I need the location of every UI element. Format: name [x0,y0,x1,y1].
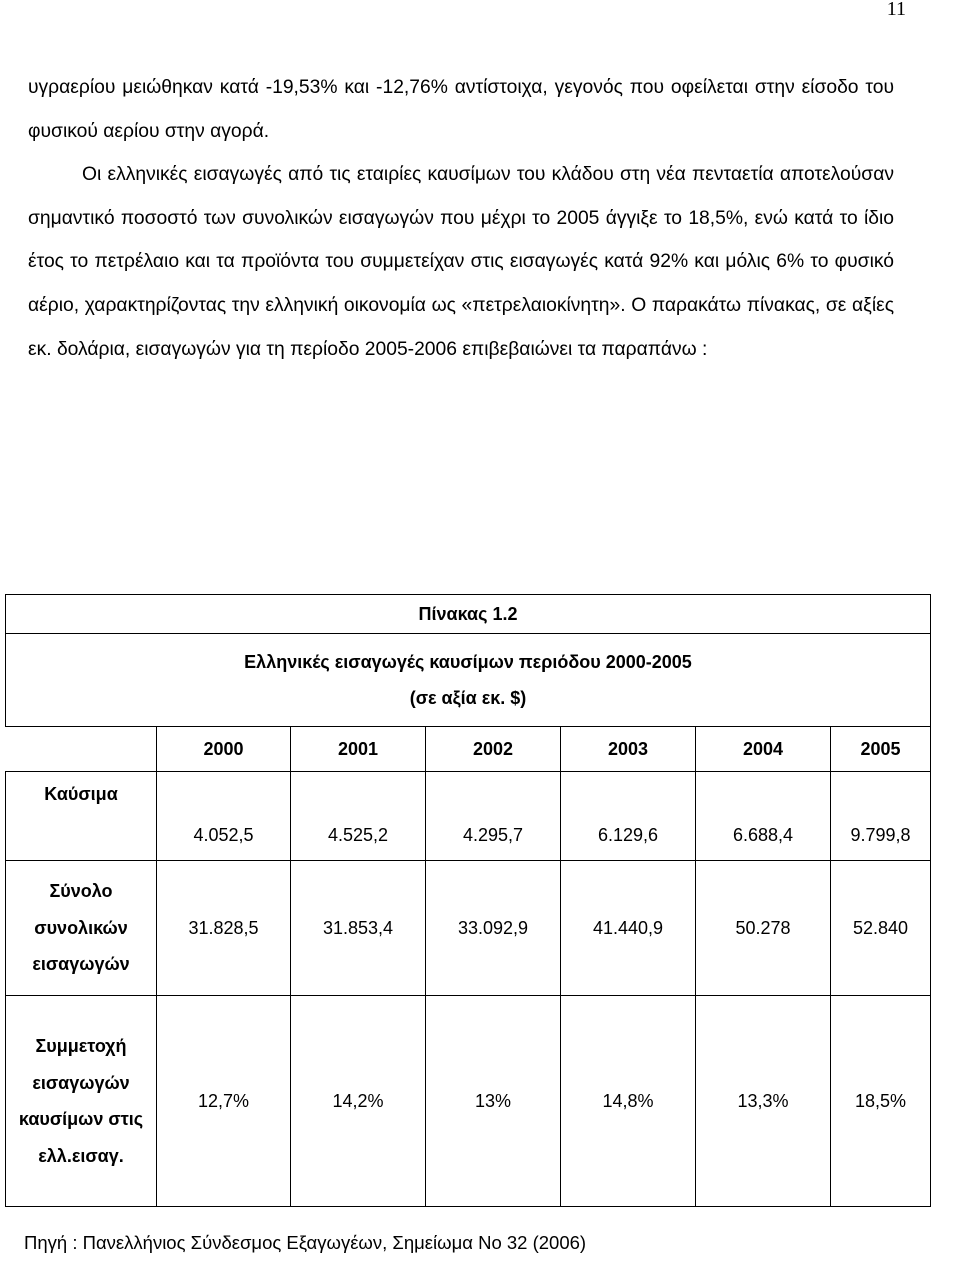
year-header: 2004 [696,727,831,772]
fuel-imports-table [5,594,931,1207]
table-cell: 12,7% [157,996,291,1207]
row-label: Καύσιμα [6,772,157,861]
paragraph-1: υγραερίου μειώθηκαν κατά -19,53% και -12,76% αντίστοιχα, γεγονός που οφείλεται στην είσοδο του φυσικού αερίου στην αγορά. [28,77,894,142]
empty-header-cell [6,727,157,772]
year-header: 2000 [157,727,291,772]
row-label: Σύνολο συνολικών εισαγωγών [6,861,157,996]
table-cell: 14,2% [291,996,426,1207]
table-cell: 6.129,6 [561,772,696,861]
table-cell: 31.853,4 [291,861,426,996]
year-header: 2005 [831,727,931,772]
table-cell: 4.525,2 [291,772,426,861]
table-row [6,861,931,996]
table-row [6,772,931,861]
table-cell: 4.052,5 [157,772,291,861]
table-cell: 33.092,9 [426,861,561,996]
year-header: 2001 [291,727,426,772]
year-header-row [6,727,931,772]
paragraph-2: Οι ελληνικές εισαγωγές από τις εταιρίες καυσίμων του κλάδου στη νέα πενταετία αποτελούσαν σημαντικό ποσοστό των συνολικών εισαγωγών που μέχρι το 2005 άγγιξε το 18,5%, ενώ κατά το ίδιο έτος το πετρέλαιο και τα προϊόντα του συμμετείχαν στις εισαγωγές κατά 92% και μόλις 6% το φυσικό αέριο, χαρακτηρίζοντας την ελληνική οικονομία ως «πετρελαιοκίνητη». Ο παρακάτω πίνακας, σε αξίες εκ. δολάρια, εισαγωγών για τη περίοδο 2005-2006 επιβεβαιώνει τα παραπάνω : [28,164,894,360]
table-title: Ελληνικές εισαγωγές καυσίμων περιόδου 2000-2005 [244,652,692,672]
table-caption-title [6,634,931,727]
table-cell: 50.278 [696,861,831,996]
table-cell: 4.295,7 [426,772,561,861]
table-cell: 6.688,4 [696,772,831,861]
source-note: Πηγή : Πανελλήνιος Σύνδεσμος Εξαγωγέων, Σημείωμα Νο 32 (2006) [24,1232,587,1253]
row-label: Συμμετοχή εισαγωγών καυσίμων στις ελλ.εισαγ. [6,996,157,1207]
table-row [6,996,931,1207]
table-cell: 14,8% [561,996,696,1207]
table-cell: 41.440,9 [561,861,696,996]
body-text [28,66,894,371]
table-cell: 52.840 [831,861,931,996]
table-cell: 18,5% [831,996,931,1207]
table-cell: 9.799,8 [831,772,931,861]
table-caption-number: Πίνακας 1.2 [6,595,931,634]
year-header: 2003 [561,727,696,772]
year-header: 2002 [426,727,561,772]
page-number: 11 [886,0,906,20]
table-cell: 31.828,5 [157,861,291,996]
table-unit: (σε αξία εκ. $) [409,688,527,708]
table-cell: 13,3% [696,996,831,1207]
table-cell: 13% [426,996,561,1207]
